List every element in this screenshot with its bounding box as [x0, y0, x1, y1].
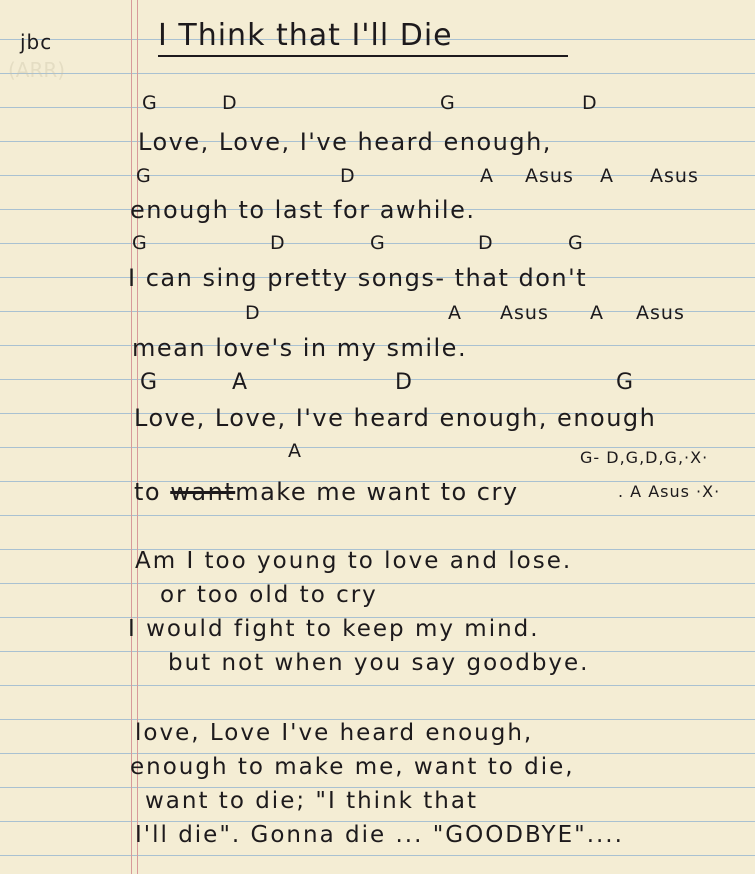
- chord: A: [480, 165, 494, 187]
- chord: A: [600, 165, 614, 187]
- chord: A: [448, 302, 462, 324]
- chord: Asus: [500, 302, 549, 324]
- lyric-line-1: Love, Love, I've heard enough,: [138, 128, 552, 156]
- lyric-line-2: enough to last for awhile.: [130, 196, 476, 224]
- chord: D: [395, 370, 413, 395]
- chord: G: [136, 165, 152, 187]
- lyric-line-6: [134, 478, 519, 506]
- chord: D: [222, 92, 238, 114]
- chord: D: [582, 92, 598, 114]
- verse2-line-4: but not when you say goodbye.: [168, 650, 590, 676]
- chord-row-2: [0, 165, 755, 189]
- verse3-line-3: want to die; "I think that: [145, 788, 478, 814]
- chord: D: [245, 302, 261, 324]
- chord: D: [478, 232, 494, 254]
- chord: Asus: [650, 165, 699, 187]
- chord: G: [132, 232, 148, 254]
- lyric-line-3: I can sing pretty songs- that don't: [128, 264, 588, 292]
- chord: A: [288, 440, 302, 462]
- chord-row-1: [0, 92, 755, 116]
- lyric-line-5: Love, Love, I've heard enough, enough: [134, 404, 657, 432]
- chord-run: G- D,G,D,G,·X·: [580, 448, 709, 467]
- chord: G: [568, 232, 584, 254]
- chord: A: [590, 302, 604, 324]
- struck-word: want: [170, 478, 236, 506]
- lyric-line-4: mean love's in my smile.: [132, 334, 468, 362]
- lyric-word: to: [134, 478, 162, 506]
- song-title: I Think that I'll Die: [158, 18, 568, 57]
- chord: G: [440, 92, 456, 114]
- chord: Asus: [636, 302, 685, 324]
- verse2-line-3: I would fight to keep my mind.: [128, 616, 540, 642]
- bleed-through-text: (ARR): [8, 58, 66, 82]
- chord-run-end: . A Asus ·X·: [618, 482, 721, 501]
- chord: G: [142, 92, 158, 114]
- chord: G: [140, 370, 159, 395]
- chord: G: [370, 232, 386, 254]
- lyric-phrase: make me want to cry: [235, 478, 519, 506]
- verse2-line-1: Am I too young to love and lose.: [135, 548, 573, 574]
- chord: D: [340, 165, 356, 187]
- chord: A: [232, 370, 249, 395]
- chord-row-3: [0, 232, 755, 256]
- chord: D: [270, 232, 286, 254]
- chord-row-4: [0, 302, 755, 326]
- chord: Asus: [525, 165, 574, 187]
- chord-row-5: [0, 370, 755, 398]
- verse3-line-4: I'll die". Gonna die ... "GOODBYE"....: [135, 822, 624, 848]
- verse2-line-2: or too old to cry: [160, 582, 378, 608]
- chord: G: [616, 370, 635, 395]
- verse3-line-2: enough to make me, want to die,: [130, 754, 575, 780]
- author-initials: jbc: [20, 30, 53, 54]
- verse3-line-1: love, Love I've heard enough,: [135, 720, 534, 746]
- chord-row-6: [0, 440, 755, 467]
